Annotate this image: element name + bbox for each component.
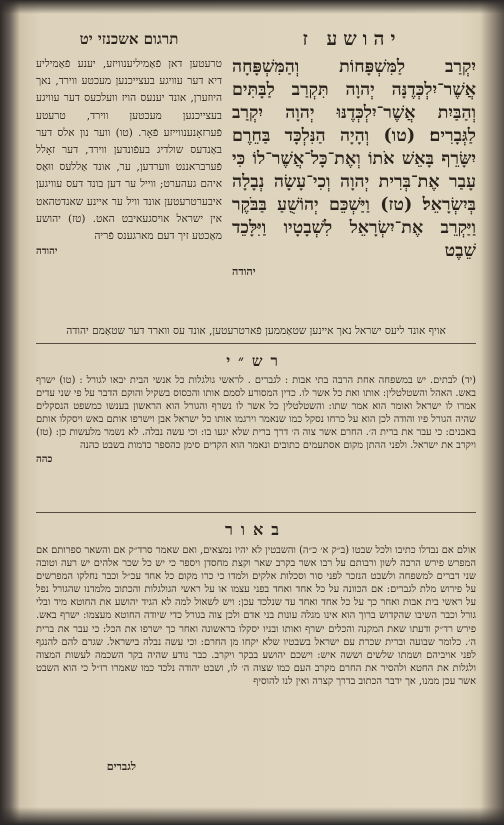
- biur-commentary: אולם אם נבדלו כתיבו ולכל שבטו (ב״ק א׳ כ״ה) והשבטין לא יהיו נמצאים, ואם שאמר סרד״ק אם והשאר ספרותם אם המפרש פירש הרבה לשון ורבותם על רבו אשר בקרב שאר וקצת מחסדן ויספר כי יש כל שכר אלהים יש רעה וטובה שני דברים למשפחה ולשבט הנזכר לפני סור וסכלות אלקים ולמדו כי כרו מקום כל אחד עכ״ל וכבר נחלקו המפרשים על פירוש מלת לגברים: אם הכוונה על כל אחד ואחד בפני עצמו או על ראשי הגולגלות והכתוב מלמדנו שהגורל נפל על ראשי בית אבות ואחר כך על כל אחד ואחד עד שנלכד עכן: ויש לשאול למה לא הגיד יהושע את החוטא מיד ובלי גורל וכבר השיבו שהקדוש ברוך הוא אינו מגלה עונות בני אדם ולכן צוה בגורל כדי שיודה החוטא מעצמו: ישרף באש. פירש רד״ק ודעתו שאת המקנה והכלים ישרף ואותו ובניו יסקלו בראשונה ואחר כך ישרפו את הכל: כי עבר את ברית ה׳. כלומר שבועה וברית שכרת עם ישראל בשבטיו שלא יקחו מן החרם: וכי עשה נבלה בישראל. שגרם להם להנגף לפני אויביהם ושמתו שלשים וששה איש: וישכם יהושע בבקר ויקרב. כבר נודע שהיה בקר השכמה לעשות המצוה ולגלות את החטא ולהסיר את החרם מקרב העם כמו שצוה ה׳ לו, ושבט יהודה נלכד כמו שאמרו רז״ל כי הוא השבט אשר עכן ממנו, אך ידבר הכתוב בדרך קצרה ואין לנו להוסיף: [36, 545, 476, 687]
- biur-heading: באור: [225, 520, 287, 539]
- rashi-catchword: כהה: [36, 453, 53, 465]
- rashi-commentary: [36, 374, 476, 506]
- divider-rule: [36, 512, 476, 513]
- divider-rule: [36, 343, 476, 344]
- translation-text: טרעטען דאן פֿאַמיליענוויזע, יענע פֿאַמיליע דיא דער עוויגע בעצייכנען מעכטע ווירד, נאך היוזערן, אונד יענעס הויז וועלכעס דער עוויגע בעצייכנען מעכטען ווירד, טרעטע פֿערזאָנענווייזע פֿאָר. (טו) ווער נון אלס דער באַנדעס שולדיג בעפֿונדען ווירד, דער זאָלל פֿערבראננט ווערדען, ער, אונד אַללעס ווּאַס איהם געהערט; ווייל ער דען בונד דעס עוויגען איבערטרעטען אונד וויל ער איינע שאנדטהאט אין ישראל אויסגעאיבט האט. (טז) יהושע מאַכטע זיך דעם מארגענס פֿריה: [36, 58, 222, 243]
- german-translation-column: [36, 56, 222, 320]
- rashi-text: (יד) לבתים. יש במשפחה אחת הרבה בתי אבות : לגברים . לראשי גולגלות כל אנשי הבית יבאו לגורל : (טו) ישרף באש. האהל והשטלטלין: אותו ואת כל אשר לו. כדין המסורע לסמם אותו והכסוס בשקיל והוקם הדבר על פי שני עדים אמרו לו ישראל ואומר הוא אמר שתו: והשטלטלין כל אשר לו נשרף והגורל הוא הראשון בענשו כמשפט הנסקלים שהיה הגורל פיו והודה לכן הוא על כרחו נסקל כמו שנאמר וירגמו אותו כל ישראל אבן וישרפו אותם באש ויסקלו אותם באבנים: כי עבר את ברית ה׳. החרם אשר צוה ה׳ דרך ברית שלא יגעו בו: וכי עשה נבלה. לא נשמר מלעשות כן: (טז) ויקרב את ישראל. ולפני ההתן מקום אסתעמים כתובים ונאמר הוא הקדים סימן כהספר כדמות בשבט כהנה: [36, 375, 476, 452]
- verse-catchword: יהודה: [232, 265, 256, 278]
- translation-catchword: יהודה: [36, 246, 58, 258]
- running-header-book: יהושע ז: [302, 28, 402, 50]
- hebrew-verse-column: [232, 56, 476, 320]
- verse-text: יִקְרַב לַמִּשְׁפָּחוֹת וְהַמִּשְׁפָּחָה אֲשֶׁר־יִלְכְּדֶנָּה יְהוָה תִּקְרַב לַבָּתִּים וְהַבַּיִת אֲשֶׁר־יִלְכְּדֶנּוּ יְהוָה יִקְרַב לַגְּבָרִים׃ (טו) וְהָיָה הַנִּלְכָּד בַּחֵרֶם יִשָּׂרֵף בָּאֵשׁ אֹתוֹ וְאֶת־כָּל־אֲשֶׁר־לוֹ כִּי עָבַר אֶת־בְּרִית יְהוָה וְכִי־עָשָׂה נְבָלָה בְּיִשְׂרָאֵל׃ (טז) וַיַּשְׁכֵּם יְהוֹשֻׁעַ בַּבֹּקֶר וַיַּקְרֵב אֶת־יִשְׂרָאֵל לִשְׁבָטָיו וַיִּלָּכֵד שֵׁבֶט: [232, 57, 476, 261]
- running-header-translation: תרגום אשכנזי יט: [79, 30, 179, 48]
- translation-footline: אויף אונד ליעס ישראל נאך איינען שטאַממען פֿארטרעטען, אונד עס ווארד דער שטאַמם יהודה: [66, 325, 446, 337]
- rashi-heading: רש״י: [226, 352, 286, 370]
- biur-catchword: לגברים: [106, 760, 136, 773]
